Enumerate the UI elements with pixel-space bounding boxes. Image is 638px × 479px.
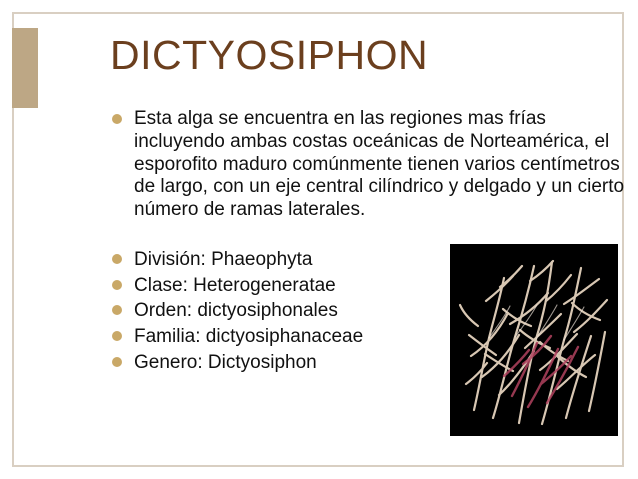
- classification-text: Orden: dictyosiphonales: [134, 300, 338, 322]
- description-text: Esta alga se encuentra en las regiones mas frías incluyendo ambas costas oceánicas de Norteamérica, el esporofito maduro comúnmente tienen varios centímetros de largo, con un eje central cilíndrico y delgado y un cierto número de ramas laterales.: [134, 108, 625, 221]
- bullet-icon: [112, 331, 122, 341]
- bullet-icon: [112, 114, 122, 124]
- classification-text: Clase: Heterogeneratae: [134, 274, 336, 296]
- dictyosiphon-illustration: [450, 244, 618, 436]
- bullet-icon: [112, 305, 122, 315]
- algae-photo: [450, 244, 618, 436]
- accent-bar: [12, 28, 38, 108]
- classification-text: Genero: Dictyosiphon: [134, 351, 317, 373]
- description-item: [112, 108, 632, 222]
- slide-title: DICTYOSIPHON: [110, 32, 429, 78]
- classification-text: División: Phaeophyta: [134, 248, 313, 270]
- classification-text: Familia: dictyosiphanaceae: [134, 326, 364, 348]
- bullet-icon: [112, 357, 122, 367]
- bullet-icon: [112, 254, 122, 264]
- bullet-icon: [112, 280, 122, 290]
